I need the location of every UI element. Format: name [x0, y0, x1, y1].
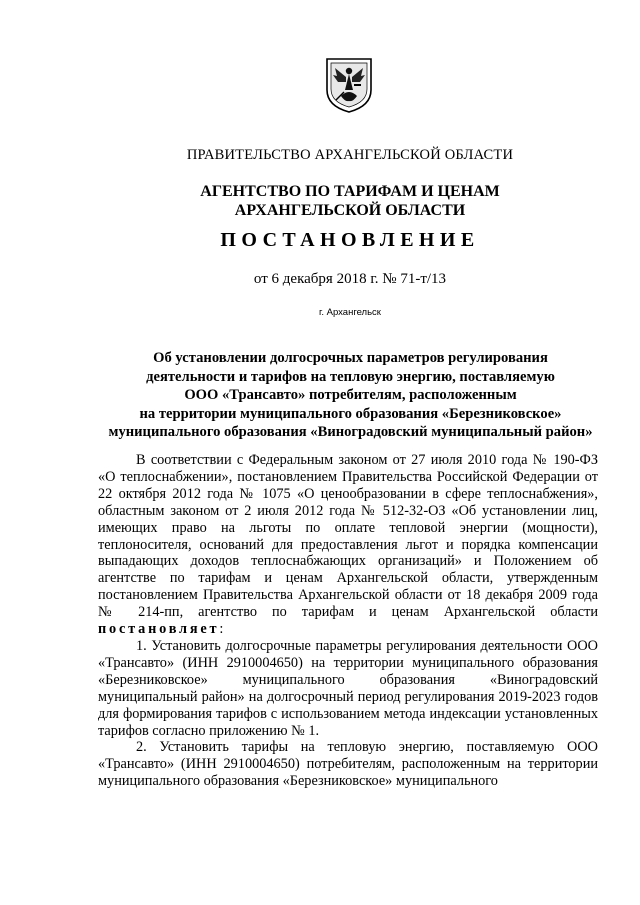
document-date-number: от 6 декабря 2018 г. № 71-т/13	[253, 271, 447, 287]
item-paragraph-1: 1. Установить долгосрочные параметры регулирования деятельности ООО «Трансавто» (ИНН 2910004650) на территории муниципального образования «Березниковское» муниципального образования «Виноградовский муниципальный район» на долгосрочный период регулирования 2019-2023 годов для формирования тарифов с использованием метода индексации установленных тарифов согласно приложению № 1.	[98, 637, 598, 739]
subject-line: ООО «Трансавто» потребителям, расположенным	[184, 387, 517, 404]
item-paragraph-2: 2. Установить тарифы на тепловую энергию, поставляемую ООО «Трансавто» (ИНН 2910004650) потребителям, расположенным на территории муниципального образования «Березниковское» муниципального	[98, 739, 598, 790]
document-body	[98, 452, 598, 790]
subject-line: деятельности и тарифов на тепловую энергию, поставляемую	[146, 368, 555, 385]
agency-name-line2: АРХАНГЕЛЬСКОЙ ОБЛАСТИ	[234, 202, 466, 219]
decree-colon: :	[219, 621, 224, 638]
document-type-title: ПОСТАНОВЛЕНИЕ	[220, 229, 480, 251]
coat-of-arms-emblem	[324, 56, 374, 114]
agency-name	[0, 182, 640, 220]
preamble-paragraph	[98, 452, 598, 638]
subject-line: муниципального образования «Виноградовский муниципальный район»	[108, 424, 593, 441]
subject-line: Об установлении долгосрочных параметров регулирования	[153, 350, 548, 366]
agency-name-line1: АГЕНТСТВО ПО ТАРИФАМ И ЦЕНАМ	[200, 183, 500, 200]
government-name: ПРАВИТЕЛЬСТВО АРХАНГЕЛЬСКОЙ ОБЛАСТИ	[186, 147, 514, 163]
preamble-text: В соответствии с Федеральным законом от 27 июля 2010 года № 190-ФЗ «О теплоснабжении», постановлением Правительства Российской Федерации от 22 октября 2012 года № 1075 «О ценообразовании в сфере теплоснабжения», областным законом от 2 июля 2012 года № 512-32-ОЗ «Об установлении лиц, имеющих право на льготы по оплате тепловой энергии (мощности), теплоносителя, оснований для предоставления льгот и порядка компенсации выпадающих доходов теплоснабжающих организаций» и Положением об агентстве по тарифам и ценам Архангельской области, утвержденным постановлением Правительства Архангельской области от 18 декабря 2009 года № 214-пп, агентство по тарифам и ценам Архангельской области	[98, 452, 598, 621]
document-city: г. Архангельск	[319, 307, 381, 318]
subject-line: на территории муниципального образования «Березниковское»	[139, 405, 562, 422]
decree-word: постановляет	[98, 621, 220, 638]
document-subject	[98, 349, 603, 442]
